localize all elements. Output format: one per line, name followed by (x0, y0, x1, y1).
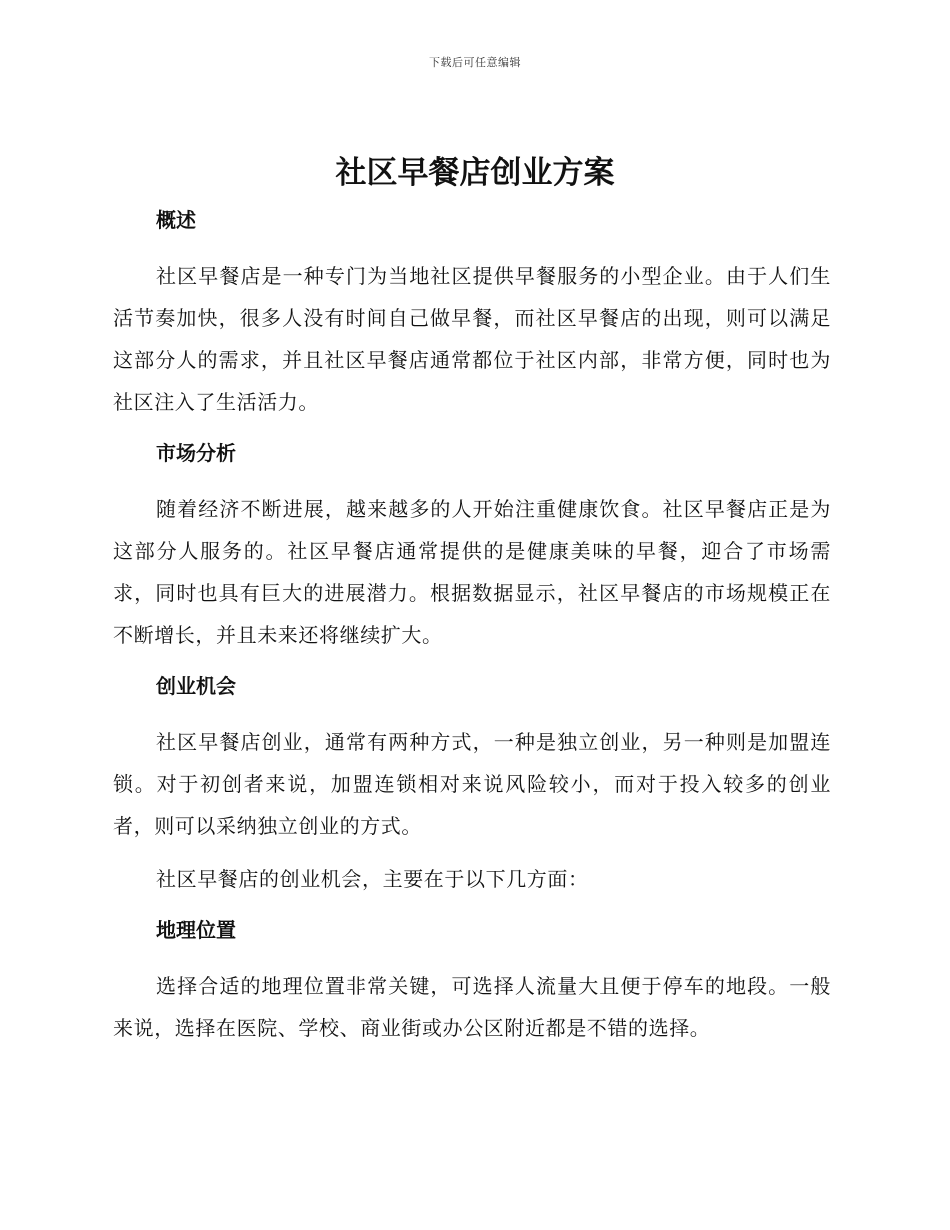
paragraph-opportunity-1: 社区早餐店创业，通常有两种方式，一种是独立创业，另一种则是加盟连锁。对于初创者来说，加盟连锁相对来说风险较小，而对于投入较多的创业者，则可以采纳独立创业的方式。 (113, 730, 831, 838)
section-heading-market: 市场分析 (156, 441, 236, 465)
paragraph-market: 随着经济不断进展，越来越多的人开始注重健康饮食。社区早餐店正是为这部分人服务的。社区早餐店通常提供的是健康美味的早餐，迎合了市场需求，同时也具有巨大的进展潜力。根据数据显示，社区早餐店的市场规模正在不断增长，并且未来还将继续扩大。 (113, 497, 831, 647)
paragraph-overview: 社区早餐店是一种专门为当地社区提供早餐服务的小型企业。由于人们生活节奏加快，很多人没有时间自己做早餐，而社区早餐店的出现，则可以满足这部分人的需求，并且社区早餐店通常都位于社区内部，非常方便，同时也为社区注入了生活活力。 (113, 264, 831, 414)
document-body (113, 204, 831, 1049)
paragraph-location: 选择合适的地理位置非常关键，可选择人流量大且便于停车的地段。一般来说，选择在医院、学校、商业街或办公区附近都是不错的选择。 (113, 974, 831, 1040)
document-title: 社区早餐店创业方案 (335, 155, 615, 191)
paragraph-opportunity-2: 社区早餐店的创业机会，主要在于以下几方面： (156, 867, 589, 891)
section-heading-overview: 概述 (156, 208, 196, 232)
section-heading-location: 地理位置 (156, 918, 236, 942)
section-heading-opportunity: 创业机会 (156, 674, 236, 698)
header-note: 下载后可任意编辑 (429, 56, 521, 69)
